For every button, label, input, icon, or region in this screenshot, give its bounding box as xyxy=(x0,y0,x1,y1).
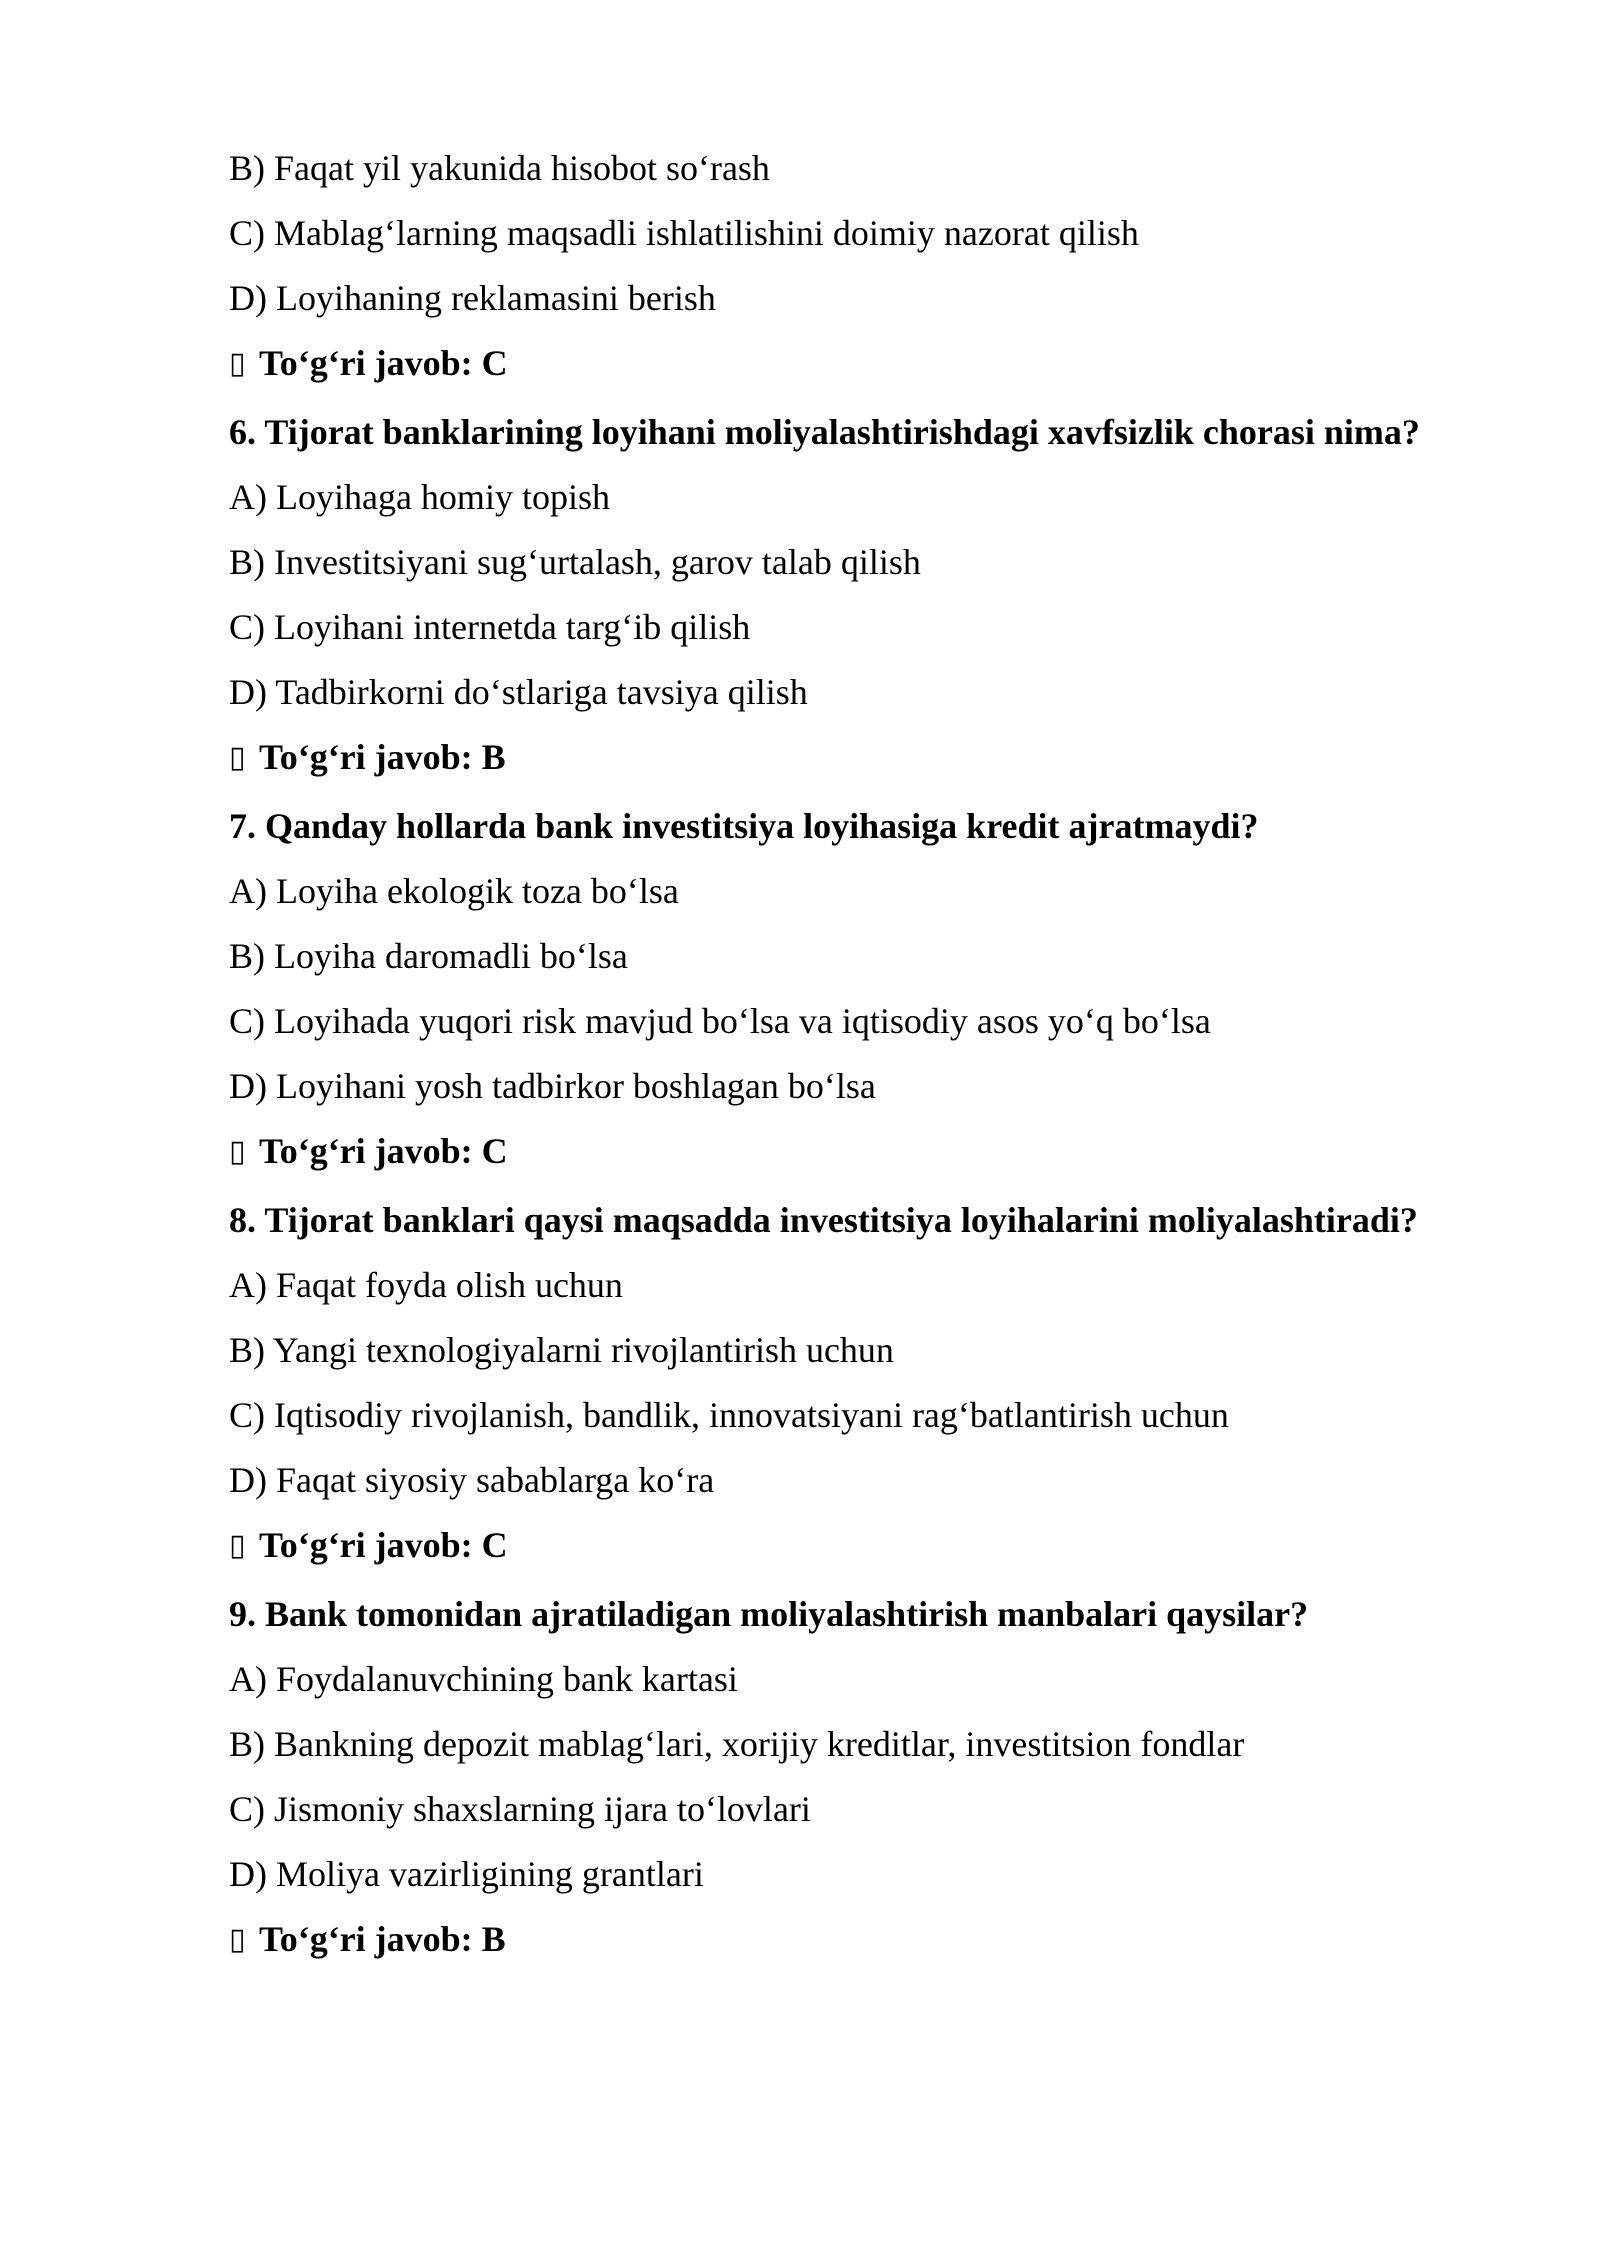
correct-answer-text: To‘g‘ri javob: C xyxy=(259,1525,508,1565)
correct-answer xyxy=(229,1525,1529,1565)
option-a: A) Loyiha ekologik toza bo‘lsa xyxy=(229,871,679,911)
option-b: B) Yangi texnologiyalarni rivojlantirish uchun xyxy=(229,1330,894,1370)
quiz-content xyxy=(229,148,1529,1988)
correct-answer-text: To‘g‘ri javob: C xyxy=(259,1131,508,1171)
option-d: D) Faqat siyosiy sabablarga ko‘ra xyxy=(229,1460,715,1500)
correct-answer xyxy=(229,1131,1529,1171)
option-c: C) Jismoniy shaxslarning ijara to‘lovlari xyxy=(229,1789,811,1829)
missing-glyph-icon: ▯ xyxy=(229,1134,246,1169)
missing-glyph-icon: ▯ xyxy=(229,740,246,775)
option-b: B) Faqat yil yakunida hisobot so‘rash xyxy=(229,148,770,188)
correct-answer xyxy=(229,737,1529,777)
option-a: A) Loyihaga homiy topish xyxy=(229,477,610,517)
question-6: 6. Tijorat banklarining loyihani moliyalashtirishdagi xavfsizlik chorasi nima? xyxy=(229,412,1420,452)
option-d: D) Moliya vazirligining grantlari xyxy=(229,1854,704,1894)
question-7: 7. Qanday hollarda bank investitsiya loyihasiga kredit ajratmaydi? xyxy=(229,806,1259,846)
option-d: D) Loyihaning reklamasini berish xyxy=(229,278,716,318)
correct-answer-text: To‘g‘ri javob: C xyxy=(259,343,508,383)
question-9: 9. Bank tomonidan ajratiladigan moliyalashtirish manbalari qaysilar? xyxy=(229,1594,1309,1634)
option-c: C) Loyihani internetda targ‘ib qilish xyxy=(229,607,751,647)
option-c: C) Mablag‘larning maqsadli ishlatilishini doimiy nazorat qilish xyxy=(229,213,1139,253)
missing-glyph-icon: ▯ xyxy=(229,1922,246,1957)
option-b: B) Bankning depozit mablag‘lari, xorijiy kreditlar, investitsion fondlar xyxy=(229,1724,1245,1764)
option-c: C) Loyihada yuqori risk mavjud bo‘lsa va iqtisodiy asos yo‘q bo‘lsa xyxy=(229,1001,1211,1041)
correct-answer xyxy=(229,343,1529,383)
option-a: A) Foydalanuvchining bank kartasi xyxy=(229,1659,738,1699)
correct-answer xyxy=(229,1919,1529,1959)
option-b: B) Investitsiyani sug‘urtalash, garov talab qilish xyxy=(229,542,921,582)
option-d: D) Loyihani yosh tadbirkor boshlagan bo‘lsa xyxy=(229,1066,876,1106)
correct-answer-text: To‘g‘ri javob: B xyxy=(259,1919,506,1959)
question-8: 8. Tijorat banklari qaysi maqsadda investitsiya loyihalarini moliyalashtiradi? xyxy=(229,1200,1418,1240)
option-c: C) Iqtisodiy rivojlanish, bandlik, innovatsiyani rag‘batlantirish uchun xyxy=(229,1395,1229,1435)
option-a: A) Faqat foyda olish uchun xyxy=(229,1265,623,1305)
missing-glyph-icon: ▯ xyxy=(229,1528,246,1563)
missing-glyph-icon: ▯ xyxy=(229,346,246,381)
option-d: D) Tadbirkorni do‘stlariga tavsiya qilish xyxy=(229,672,808,712)
correct-answer-text: To‘g‘ri javob: B xyxy=(259,737,506,777)
option-b: B) Loyiha daromadli bo‘lsa xyxy=(229,936,628,976)
